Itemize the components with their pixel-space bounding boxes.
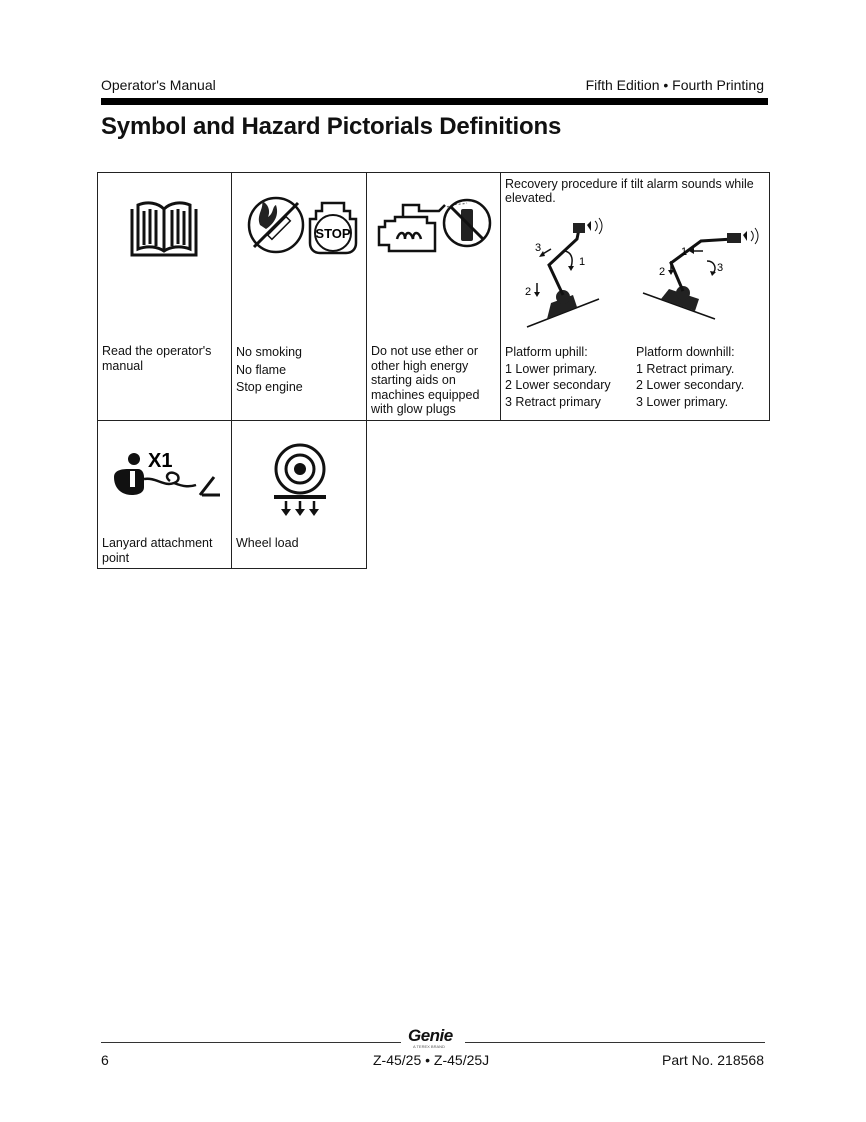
caption-line: other high energy [371,358,469,373]
downhill-heading: Platform downhill: [636,345,735,359]
lanyard-attachment-icon [108,447,222,503]
caption-line: Read the operator's [102,344,212,358]
recovery-title: Recovery procedure if tilt alarm sounds while elevated. [505,177,754,205]
header-edition: Fifth Edition • Fourth Printing [585,77,764,93]
stop-sign-text: STOP [315,226,351,241]
diagram-number: 2 [659,266,666,278]
header-rule [101,98,768,105]
uphill-heading: Platform uphill: [505,345,588,359]
cell-no-ether [366,172,501,421]
diagram-number: 1 [681,246,688,258]
caption-line: No flame [236,362,287,377]
no-flame-icon [246,195,306,255]
cell-wheel-load [231,420,367,569]
diagram-number: 3 [535,242,542,254]
engine-no-ether-icon [375,195,493,261]
caption-line: Stop engine [236,380,303,394]
cell-no-smoking [231,172,367,421]
caption-line: Lanyard attachment [102,536,213,550]
part-number: Part No. 218568 [662,1052,764,1068]
genie-logo: Genie [408,1026,453,1045]
caption-line: machines equipped [371,387,480,402]
footer-rule-right [465,1042,765,1043]
header-manual-title: Operator's Manual [101,77,216,93]
caption-line: No smoking [236,345,302,359]
open-book-icon [126,199,202,261]
boom-uphill-diagram [521,215,631,333]
downhill-step: 2 Lower secondary. [636,378,745,392]
caption-line: Wheel load [236,536,299,550]
lanyard-badge: X1 [148,450,173,472]
downhill-step: 1 Retract primary. [636,361,735,376]
boom-downhill-diagram [637,215,767,325]
caption-line: with glow plugs [371,402,456,416]
page-title: Symbol and Hazard Pictorials Definitions [101,113,562,140]
wheel-load-icon [270,441,330,519]
model-number: Z-45/25 • Z-45/25J [373,1052,490,1068]
diagram-number: 1 [579,256,586,268]
diagram-number: 2 [525,286,532,298]
page-number: 6 [101,1052,109,1068]
footer-rule-left [101,1042,401,1043]
diagram-number: 3 [717,262,724,274]
caption-line: starting aids on [371,373,456,387]
caption-line: Do not use ether or [371,344,479,358]
cell-lanyard [97,420,232,569]
genie-logo-tagline: A TEREX BRAND [413,1044,445,1049]
caption-line: manual [102,359,143,373]
cell-tilt-recovery [500,172,770,421]
cell-read-manual [97,172,232,421]
caption-line: point [102,551,130,565]
uphill-step: 1 Lower primary. [505,361,598,376]
downhill-step: 3 Lower primary. [636,394,729,409]
uphill-step: 2 Lower secondary [505,378,611,392]
stop-engine-icon [308,199,358,255]
uphill-step: 3 Retract primary [505,394,601,409]
